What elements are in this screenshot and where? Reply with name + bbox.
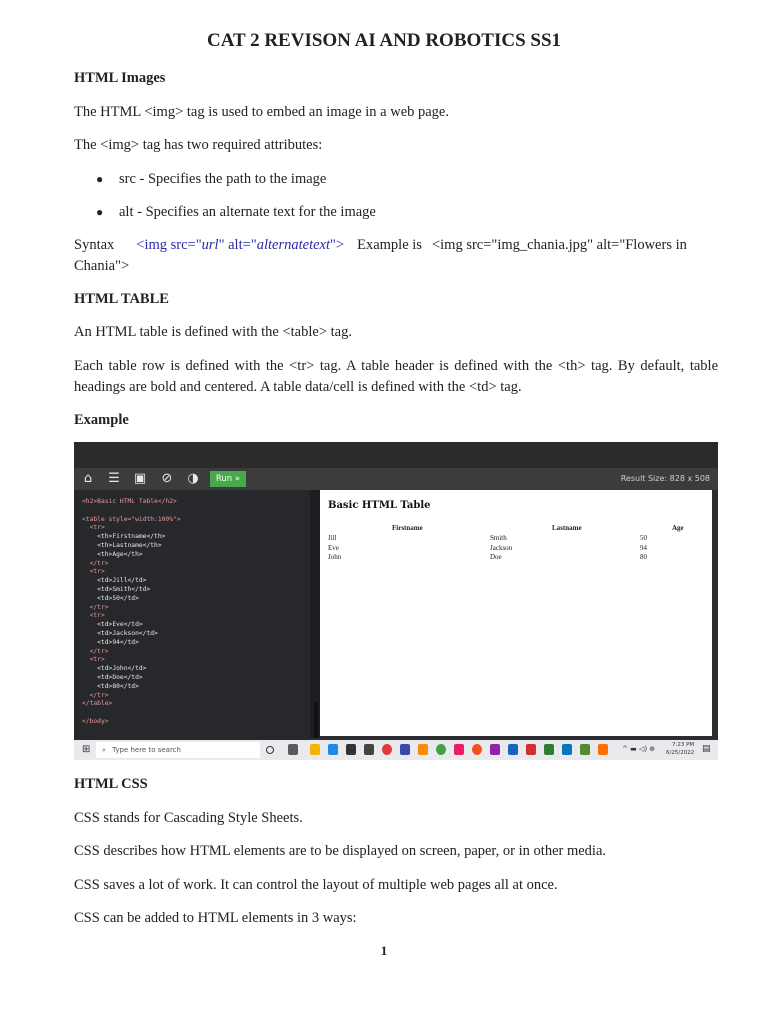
whatsapp-icon bbox=[436, 744, 446, 755]
result-table-header: Firstname bbox=[392, 524, 423, 532]
result-table-cell: Jill bbox=[328, 534, 337, 542]
edge-icon bbox=[328, 744, 338, 755]
taskbar-date: 6/25/2022 bbox=[666, 750, 695, 756]
pane-divider bbox=[310, 490, 320, 738]
app-icon bbox=[490, 744, 500, 755]
result-table-header: Age bbox=[672, 524, 684, 532]
editor-screenshot bbox=[74, 442, 718, 760]
syntax-code-close: "> bbox=[330, 237, 345, 253]
mail-icon bbox=[364, 744, 374, 755]
result-table-cell: 80 bbox=[640, 553, 647, 561]
result-table-cell: 94 bbox=[640, 543, 647, 552]
code-line: </tr> bbox=[82, 603, 109, 611]
page-number: 1 bbox=[380, 943, 388, 958]
syntax-code-mid: " alt=" bbox=[218, 237, 257, 253]
example-code-line-2: Chania"> bbox=[74, 258, 130, 274]
heading-html-images: HTML Images bbox=[74, 70, 166, 86]
syntax-code-url: url bbox=[201, 237, 219, 253]
css-paragraph-3: CSS saves a lot of work. It can control the layout of multiple web pages all at once. bbox=[74, 877, 558, 893]
code-line: <tr> bbox=[82, 612, 105, 620]
chrome-icon bbox=[472, 744, 482, 755]
code-line: <td>80</td> bbox=[82, 682, 139, 690]
code-line: </body> bbox=[82, 717, 109, 725]
app-icon bbox=[580, 744, 590, 755]
code-line: <tr> bbox=[82, 524, 105, 532]
task-view-icon bbox=[288, 744, 298, 755]
code-line: </tr> bbox=[82, 647, 109, 655]
vscode-icon bbox=[562, 744, 572, 755]
code-line: <td>Jackson</td> bbox=[82, 629, 158, 637]
result-table-cell: Smith bbox=[490, 534, 507, 542]
excel-icon bbox=[544, 744, 554, 755]
file-explorer-icon bbox=[310, 744, 320, 755]
css-paragraph-4: CSS can be added to HTML elements in 3 ways: bbox=[74, 910, 357, 926]
code-line: <td>50</td> bbox=[82, 594, 139, 602]
table-paragraph-2-line-1: Each table row is defined with the <tr> tag. A table header is defined with the <th> tag. By default, table bbox=[74, 358, 718, 374]
photos-icon bbox=[400, 744, 410, 755]
images-paragraph-2: The <img> tag has two required attributes: bbox=[74, 137, 323, 153]
code-line: </tr> bbox=[82, 559, 109, 567]
result-table-header: Lastname bbox=[552, 524, 582, 532]
result-size-label: Result Size: 828 x 508 bbox=[620, 474, 710, 483]
bullet-item-src: src - Specifies the path to the image bbox=[119, 171, 327, 187]
images-paragraph-1: The HTML <img> tag is used to embed an image in a web page. bbox=[74, 104, 449, 120]
chrome-icon bbox=[382, 744, 392, 755]
syntax-label: Syntax bbox=[74, 237, 115, 253]
syntax-code-open: <img src=" bbox=[136, 237, 202, 253]
code-line bbox=[74, 709, 310, 718]
table-paragraph-2-line-2: headings are bold and centered. A table data/cell is defined with the <td> tag. bbox=[74, 379, 522, 395]
example-code-line-1: <img src="img_chania.jpg" alt="Flowers in bbox=[431, 237, 687, 253]
screenshot-top-bar bbox=[74, 442, 718, 468]
code-line bbox=[74, 507, 310, 516]
heading-example: Example bbox=[74, 412, 129, 428]
result-title: Basic HTML Table bbox=[328, 500, 431, 511]
document-title: CAT 2 REVISON AI AND ROBOTICS SS1 bbox=[206, 30, 562, 51]
code-line: <th>Firstname</th> bbox=[82, 533, 166, 541]
result-pane bbox=[320, 490, 712, 736]
css-paragraph-1: CSS stands for Cascading Style Sheets. bbox=[74, 810, 303, 826]
code-editor-pane bbox=[74, 490, 310, 746]
code-line: <td>Jill</td> bbox=[82, 577, 147, 585]
taskbar-time: 7:23 PM bbox=[672, 742, 695, 748]
search-icon: ⌕ bbox=[102, 746, 106, 754]
css-paragraph-2: CSS describes how HTML elements are to be displayed on screen, paper, or in other media. bbox=[74, 843, 607, 859]
code-line: <tr> bbox=[82, 656, 105, 664]
contrast-icon: ◑ bbox=[187, 471, 199, 486]
app-icon bbox=[454, 744, 464, 755]
code-line: <td>Smith</td> bbox=[82, 585, 151, 593]
bullet-dot: ● bbox=[96, 172, 104, 186]
vlc-icon bbox=[598, 744, 608, 755]
result-table-cell: 50 bbox=[640, 534, 647, 542]
result-table-cell: Jackson bbox=[490, 543, 513, 552]
pdf-icon bbox=[526, 744, 536, 755]
result-table-cell: John bbox=[328, 553, 342, 561]
menu-icon: ☰ bbox=[108, 471, 120, 486]
word-icon bbox=[508, 744, 518, 755]
code-line: <td>Doe</td> bbox=[82, 673, 143, 681]
store-icon bbox=[346, 744, 356, 755]
syntax-line bbox=[74, 235, 718, 256]
example-label: Example is bbox=[357, 237, 422, 253]
result-table-cell: Eve bbox=[328, 543, 339, 552]
heading-html-css: HTML CSS bbox=[74, 776, 148, 792]
code-line: <td>94</td> bbox=[82, 638, 139, 646]
code-line: <tr> bbox=[82, 568, 105, 576]
code-line: </tr> bbox=[82, 691, 109, 699]
taskbar-search-box bbox=[96, 742, 260, 758]
code-line: <table style="width:100%"> bbox=[82, 515, 181, 523]
notification-icon: ▤ bbox=[702, 744, 711, 754]
code-line: <th>Age</th> bbox=[82, 550, 143, 558]
bullet-dot: ● bbox=[96, 205, 104, 219]
heading-html-table: HTML TABLE bbox=[74, 291, 169, 307]
result-table-cell: Doe bbox=[490, 553, 502, 561]
windows-taskbar bbox=[74, 740, 718, 760]
app-icon bbox=[418, 744, 428, 755]
code-line: </table> bbox=[82, 700, 113, 708]
bullet-item-alt: alt - Specifies an alternate text for the image bbox=[119, 204, 376, 220]
code-line: <th>Lastname</th> bbox=[82, 541, 162, 549]
windows-start-icon: ⊞ bbox=[82, 744, 91, 755]
pane-divider-handle bbox=[314, 702, 318, 738]
code-line: <td>John</td> bbox=[82, 665, 147, 673]
cortana-icon bbox=[266, 746, 274, 754]
run-button: Run » bbox=[210, 471, 246, 487]
code-line: <h2>Basic HTML Table</h2> bbox=[82, 498, 177, 505]
home-icon: ⌂ bbox=[83, 471, 93, 486]
table-paragraph-1: An HTML table is defined with the <table> tag. bbox=[74, 324, 352, 340]
rotate-icon: ⊘ bbox=[161, 471, 173, 486]
taskbar-search-placeholder: Type here to search bbox=[112, 746, 181, 754]
syntax-code-alt: alternatetext bbox=[256, 237, 330, 253]
system-tray-icons: ^ ▬ ◁) ⊕ bbox=[622, 745, 656, 753]
code-line: <td>Eve</td> bbox=[82, 621, 143, 629]
save-icon: ▣ bbox=[133, 471, 147, 486]
